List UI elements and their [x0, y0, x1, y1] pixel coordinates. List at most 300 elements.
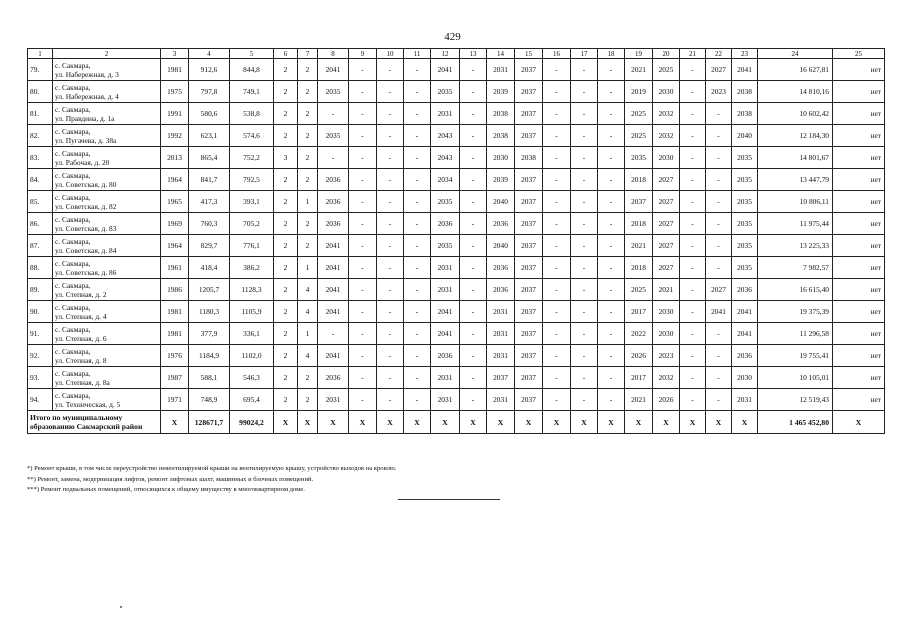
cell-col-4: 418,4	[189, 257, 230, 279]
address-locality: с. Сакмара,	[55, 148, 91, 158]
cell-col-18: -	[598, 59, 625, 81]
cell-col-5: 792,5	[230, 169, 274, 191]
cell-col-12: 2043	[431, 147, 460, 169]
cell-col-5: 749,1	[230, 81, 274, 103]
cell-col-18: -	[598, 257, 625, 279]
column-number-22: 22	[706, 49, 732, 59]
cell-col-25: нет	[833, 169, 885, 191]
cell-col-18: -	[598, 279, 625, 301]
table-row	[28, 169, 885, 191]
cell-col-16: -	[543, 301, 571, 323]
cell-col-13: -	[460, 389, 487, 411]
cell-col-3: 1986	[161, 279, 189, 301]
cell-col-15: 2037	[515, 213, 543, 235]
footnote-elevators: **) Ремонт, замена, модернизация лифтов, ремонт лифтовых шахт, машинных и блочных помещений.	[27, 475, 314, 483]
row-number: 84.	[28, 169, 53, 191]
cell-col-22: -	[706, 257, 732, 279]
cell-col-21: -	[680, 213, 706, 235]
address-cell	[53, 257, 161, 279]
cell-col-22: -	[706, 367, 732, 389]
cell-col-20: 2027	[653, 235, 680, 257]
cell-col-4: 797,8	[189, 81, 230, 103]
column-number-row	[28, 49, 885, 59]
footnotes	[27, 464, 396, 496]
cell-col-13: -	[460, 103, 487, 125]
address-locality: с. Сакмара,	[55, 368, 91, 378]
address-locality: с. Сакмара,	[55, 302, 91, 312]
cell-col-7: 2	[298, 367, 318, 389]
cell-col-6: 2	[274, 257, 298, 279]
address-cell	[53, 235, 161, 257]
cell-col-25: нет	[833, 59, 885, 81]
cell-col-23: 2041	[732, 59, 758, 81]
cell-col-19: 2018	[625, 257, 653, 279]
row-number: 94.	[28, 389, 53, 411]
cell-col-23: 2035	[732, 191, 758, 213]
cell-col-16: -	[543, 345, 571, 367]
cell-col-7: 1	[298, 257, 318, 279]
cell-col-12: 2031	[431, 279, 460, 301]
cell-col-6: 2	[274, 235, 298, 257]
cell-col-11: -	[404, 191, 431, 213]
cell-col-23: 2038	[732, 103, 758, 125]
cell-col-23: 2038	[732, 81, 758, 103]
cell-col-5: 695,4	[230, 389, 274, 411]
cell-col-12: 2043	[431, 125, 460, 147]
cell-col-23: 2035	[732, 169, 758, 191]
cell-col-22: -	[706, 389, 732, 411]
cell-col-25: нет	[833, 147, 885, 169]
cell-col-20: 2023	[653, 345, 680, 367]
cell-col-4: 748,9	[189, 389, 230, 411]
column-number-1: 1	[28, 49, 53, 59]
cell-col-23: 2041	[732, 301, 758, 323]
cell-col-17: -	[571, 169, 598, 191]
cell-col-23: 2040	[732, 125, 758, 147]
cell-col-21: -	[680, 279, 706, 301]
cell-col-21: -	[680, 59, 706, 81]
cell-col-14: 2036	[487, 213, 515, 235]
cell-col-10: -	[377, 301, 404, 323]
cell-col-11: -	[404, 301, 431, 323]
cell-col-9: -	[349, 169, 377, 191]
scan-speck	[120, 606, 122, 608]
cell-col-18: -	[598, 301, 625, 323]
cell-col-18: -	[598, 235, 625, 257]
cell-col-5: 386,2	[230, 257, 274, 279]
cell-col-4: 1205,7	[189, 279, 230, 301]
address-cell	[53, 81, 161, 103]
cell-col-14: 2039	[487, 81, 515, 103]
cell-col-9: -	[349, 191, 377, 213]
address-street: ул. Советская, д. 82	[55, 201, 117, 211]
cell-col-23: 2035	[732, 147, 758, 169]
cell-col-19: 2021	[625, 235, 653, 257]
column-number-13: 13	[460, 49, 487, 59]
cell-col-24: 16 627,81	[758, 59, 833, 81]
cell-col-25: нет	[833, 367, 885, 389]
row-number: 83.	[28, 147, 53, 169]
cell-col-23: 2036	[732, 345, 758, 367]
cell-col-9: -	[349, 323, 377, 345]
cell-col-7: 4	[298, 345, 318, 367]
cell-col-4: 377,9	[189, 323, 230, 345]
cell-col-3: 1981	[161, 301, 189, 323]
cell-col-20: 2027	[653, 169, 680, 191]
cell-col-14: 2031	[487, 301, 515, 323]
cell-col-11: -	[404, 125, 431, 147]
cell-col-4: 841,7	[189, 169, 230, 191]
cell-col-15: 2037	[515, 257, 543, 279]
cell-col-8: 2035	[318, 125, 349, 147]
cell-col-14: 2036	[487, 257, 515, 279]
cell-col-11: -	[404, 59, 431, 81]
cell-col-4: 417,3	[189, 191, 230, 213]
cell-col-8: 2036	[318, 213, 349, 235]
cell-col-25: нет	[833, 191, 885, 213]
cell-col-5: 1105,9	[230, 301, 274, 323]
cell-col-17: -	[571, 389, 598, 411]
cell-col-20: 2030	[653, 81, 680, 103]
total-cell-col-21: X	[680, 411, 706, 434]
cell-col-24: 14 801,67	[758, 147, 833, 169]
table-row	[28, 367, 885, 389]
cell-col-12: 2031	[431, 257, 460, 279]
column-number-24: 24	[758, 49, 833, 59]
cell-col-21: -	[680, 257, 706, 279]
cell-col-14: 2039	[487, 169, 515, 191]
cell-col-25: нет	[833, 389, 885, 411]
cell-col-16: -	[543, 59, 571, 81]
cell-col-15: 2037	[515, 389, 543, 411]
cell-col-7: 2	[298, 169, 318, 191]
cell-col-11: -	[404, 147, 431, 169]
cell-col-11: -	[404, 323, 431, 345]
total-label-line2: образованию Сакмарский район	[30, 422, 143, 431]
address-locality: с. Сакмара,	[55, 324, 91, 334]
address-street: ул. Рабочая, д. 20	[55, 157, 110, 167]
cell-col-12: 2031	[431, 367, 460, 389]
cell-col-14: 2030	[487, 147, 515, 169]
cell-col-14: 2031	[487, 345, 515, 367]
cell-col-21: -	[680, 81, 706, 103]
table-row	[28, 257, 885, 279]
cell-col-25: нет	[833, 235, 885, 257]
total-label	[28, 411, 161, 434]
cell-col-19: 2025	[625, 103, 653, 125]
cell-col-15: 2037	[515, 81, 543, 103]
cell-col-7: 2	[298, 103, 318, 125]
cell-col-21: -	[680, 103, 706, 125]
cell-col-3: 1987	[161, 367, 189, 389]
address-locality: с. Сакмара,	[55, 126, 91, 136]
table-row	[28, 345, 885, 367]
address-locality: с. Сакмара,	[55, 104, 91, 114]
cell-col-3: 1964	[161, 169, 189, 191]
cell-col-22: -	[706, 125, 732, 147]
cell-col-3: 1965	[161, 191, 189, 213]
cell-col-13: -	[460, 169, 487, 191]
cell-col-9: -	[349, 125, 377, 147]
column-number-17: 17	[571, 49, 598, 59]
cell-col-22: -	[706, 191, 732, 213]
cell-col-16: -	[543, 125, 571, 147]
cell-col-10: -	[377, 389, 404, 411]
cell-col-24: 7 982,57	[758, 257, 833, 279]
address-street: ул. Советская, д. 84	[55, 245, 117, 255]
total-label-line1: Итого по муниципальному	[30, 413, 123, 422]
address-street: ул. Степная, д. 2	[55, 289, 107, 299]
address-cell	[53, 213, 161, 235]
cell-col-5: 844,8	[230, 59, 274, 81]
address-locality: с. Сакмара,	[55, 346, 91, 356]
cell-col-3: 2013	[161, 147, 189, 169]
cell-col-12: 2035	[431, 191, 460, 213]
cell-col-18: -	[598, 147, 625, 169]
cell-col-22: -	[706, 169, 732, 191]
cell-col-3: 1981	[161, 323, 189, 345]
cell-col-25: нет	[833, 125, 885, 147]
total-cell-col-20: X	[653, 411, 680, 434]
cell-col-5: 705,2	[230, 213, 274, 235]
row-number: 89.	[28, 279, 53, 301]
column-number-18: 18	[598, 49, 625, 59]
cell-col-17: -	[571, 301, 598, 323]
cell-col-25: нет	[833, 279, 885, 301]
total-cell-col-10: X	[377, 411, 404, 434]
cell-col-20: 2021	[653, 279, 680, 301]
cell-col-5: 776,1	[230, 235, 274, 257]
row-number: 81.	[28, 103, 53, 125]
address-locality: с. Сакмара,	[55, 236, 91, 246]
table-row	[28, 301, 885, 323]
cell-col-22: -	[706, 213, 732, 235]
address-locality: с. Сакмара,	[55, 192, 91, 202]
cell-col-18: -	[598, 191, 625, 213]
address-locality: с. Сакмара,	[55, 170, 91, 180]
cell-col-16: -	[543, 257, 571, 279]
address-cell	[53, 147, 161, 169]
column-number-9: 9	[349, 49, 377, 59]
column-number-6: 6	[274, 49, 298, 59]
cell-col-6: 2	[274, 301, 298, 323]
cell-col-7: 4	[298, 279, 318, 301]
cell-col-6: 2	[274, 279, 298, 301]
cell-col-7: 2	[298, 389, 318, 411]
cell-col-4: 912,6	[189, 59, 230, 81]
cell-col-6: 3	[274, 147, 298, 169]
cell-col-18: -	[598, 345, 625, 367]
cell-col-8: 2041	[318, 301, 349, 323]
cell-col-9: -	[349, 279, 377, 301]
cell-col-22: -	[706, 345, 732, 367]
cell-col-20: 2030	[653, 147, 680, 169]
cell-col-17: -	[571, 81, 598, 103]
cell-col-6: 2	[274, 389, 298, 411]
cell-col-21: -	[680, 169, 706, 191]
cell-col-19: 2017	[625, 367, 653, 389]
total-cell-col-25: X	[833, 411, 885, 434]
cell-col-20: 2030	[653, 323, 680, 345]
cell-col-6: 2	[274, 59, 298, 81]
cell-col-17: -	[571, 279, 598, 301]
total-cell-col-9: X	[349, 411, 377, 434]
address-cell	[53, 59, 161, 81]
total-cell-col-3: X	[161, 411, 189, 434]
cell-col-20: 2032	[653, 103, 680, 125]
address-cell	[53, 125, 161, 147]
cell-col-22: -	[706, 323, 732, 345]
cell-col-13: -	[460, 59, 487, 81]
cell-col-7: 2	[298, 81, 318, 103]
table-row	[28, 213, 885, 235]
cell-col-7: 1	[298, 191, 318, 213]
cell-col-9: -	[349, 147, 377, 169]
cell-col-21: -	[680, 367, 706, 389]
cell-col-8: 2031	[318, 389, 349, 411]
row-number: 85.	[28, 191, 53, 213]
cell-col-19: 2025	[625, 279, 653, 301]
address-cell	[53, 103, 161, 125]
address-locality: с. Сакмара,	[55, 390, 91, 400]
cell-col-20: 2026	[653, 389, 680, 411]
cell-col-8: 2041	[318, 59, 349, 81]
address-cell	[53, 191, 161, 213]
cell-col-14: 2031	[487, 389, 515, 411]
column-number-25: 25	[833, 49, 885, 59]
total-cell-col-11: X	[404, 411, 431, 434]
cell-col-20: 2030	[653, 301, 680, 323]
row-number: 91.	[28, 323, 53, 345]
cell-col-22: -	[706, 103, 732, 125]
cell-col-25: нет	[833, 301, 885, 323]
cell-col-13: -	[460, 213, 487, 235]
column-number-15: 15	[515, 49, 543, 59]
cell-col-24: 19 755,41	[758, 345, 833, 367]
cell-col-6: 2	[274, 169, 298, 191]
page-number: 429	[444, 31, 461, 43]
cell-col-15: 2037	[515, 125, 543, 147]
cell-col-18: -	[598, 389, 625, 411]
total-cell-col-17: X	[571, 411, 598, 434]
table-row	[28, 59, 885, 81]
cell-col-17: -	[571, 345, 598, 367]
column-number-19: 19	[625, 49, 653, 59]
cell-col-8: 2041	[318, 235, 349, 257]
address-cell	[53, 169, 161, 191]
column-number-8: 8	[318, 49, 349, 59]
cell-col-4: 623,1	[189, 125, 230, 147]
total-cell-col-8: X	[318, 411, 349, 434]
address-street: ул. Степная, д. 8	[55, 355, 107, 365]
cell-col-17: -	[571, 125, 598, 147]
cell-col-14: 2038	[487, 103, 515, 125]
row-number: 82.	[28, 125, 53, 147]
column-number-21: 21	[680, 49, 706, 59]
cell-col-10: -	[377, 213, 404, 235]
column-number-20: 20	[653, 49, 680, 59]
cell-col-10: -	[377, 103, 404, 125]
cell-col-6: 2	[274, 345, 298, 367]
cell-col-7: 2	[298, 59, 318, 81]
cell-col-17: -	[571, 147, 598, 169]
address-locality: с. Сакмара,	[55, 280, 91, 290]
total-cell-col-15: X	[515, 411, 543, 434]
cell-col-12: 2031	[431, 103, 460, 125]
address-street: ул. Пугачева, д. 38а	[55, 135, 117, 145]
cell-col-12: 2041	[431, 59, 460, 81]
cell-col-3: 1991	[161, 103, 189, 125]
cell-col-22: -	[706, 147, 732, 169]
cell-col-14: 2040	[487, 235, 515, 257]
cell-col-10: -	[377, 367, 404, 389]
row-number: 87.	[28, 235, 53, 257]
cell-col-3: 1975	[161, 81, 189, 103]
address-cell	[53, 279, 161, 301]
cell-col-6: 2	[274, 125, 298, 147]
cell-col-4: 588,1	[189, 367, 230, 389]
cell-col-21: -	[680, 191, 706, 213]
cell-col-3: 1981	[161, 59, 189, 81]
cell-col-24: 13 447,79	[758, 169, 833, 191]
cell-col-10: -	[377, 257, 404, 279]
total-cell-col-12: X	[431, 411, 460, 434]
cell-col-21: -	[680, 345, 706, 367]
column-number-23: 23	[732, 49, 758, 59]
address-street: ул. Советская, д. 80	[55, 179, 117, 189]
cell-col-16: -	[543, 279, 571, 301]
address-locality: с. Сакмара,	[55, 214, 91, 224]
cell-col-23: 2030	[732, 367, 758, 389]
cell-col-11: -	[404, 279, 431, 301]
column-number-3: 3	[161, 49, 189, 59]
table-row	[28, 103, 885, 125]
cell-col-5: 538,8	[230, 103, 274, 125]
total-cell-col-7: X	[298, 411, 318, 434]
cell-col-22: 2027	[706, 59, 732, 81]
cell-col-10: -	[377, 125, 404, 147]
cell-col-9: -	[349, 301, 377, 323]
cell-col-23: 2031	[732, 389, 758, 411]
total-cell-col-18: X	[598, 411, 625, 434]
column-number-4: 4	[189, 49, 230, 59]
cell-col-7: 2	[298, 235, 318, 257]
cell-col-13: -	[460, 191, 487, 213]
cell-col-6: 2	[274, 367, 298, 389]
cell-col-13: -	[460, 323, 487, 345]
cell-col-17: -	[571, 191, 598, 213]
cell-col-10: -	[377, 323, 404, 345]
cell-col-19: 2019	[625, 81, 653, 103]
cell-col-5: 393,1	[230, 191, 274, 213]
cell-col-11: -	[404, 367, 431, 389]
cell-col-20: 2032	[653, 125, 680, 147]
column-number-2: 2	[53, 49, 161, 59]
end-divider-line	[398, 499, 500, 500]
cell-col-13: -	[460, 125, 487, 147]
cell-col-19: 2037	[625, 191, 653, 213]
cell-col-19: 2022	[625, 323, 653, 345]
cell-col-11: -	[404, 81, 431, 103]
cell-col-11: -	[404, 213, 431, 235]
table-row	[28, 191, 885, 213]
cell-col-25: нет	[833, 323, 885, 345]
cell-col-20: 2027	[653, 257, 680, 279]
cell-col-11: -	[404, 389, 431, 411]
address-cell	[53, 345, 161, 367]
cell-col-12: 2041	[431, 301, 460, 323]
cell-col-16: -	[543, 367, 571, 389]
